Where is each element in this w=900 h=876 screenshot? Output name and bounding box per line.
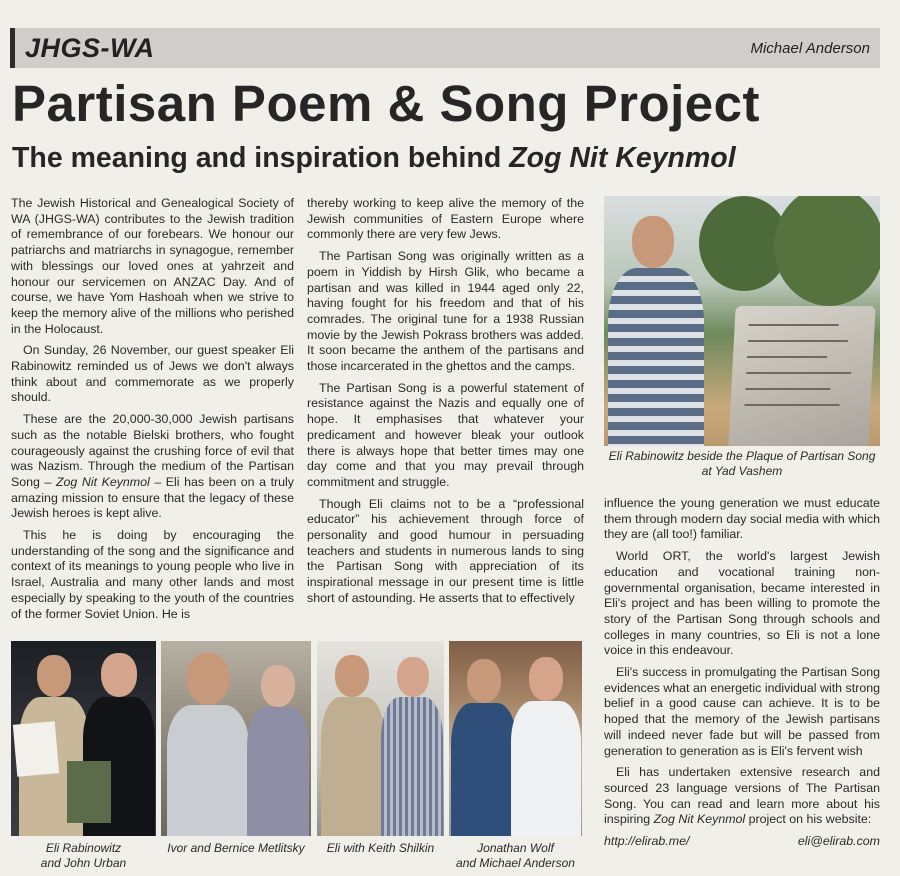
subtitle-emphasis: Zog Nit Keynmol	[509, 142, 736, 174]
paragraph: influence the young generation we must educate them through modern day social media with which they are (all too!) familiar.	[604, 496, 880, 542]
person-figure	[381, 657, 443, 836]
article-subtitle	[12, 144, 882, 173]
person-head	[529, 657, 563, 701]
plaque-stone	[728, 306, 875, 446]
person-head	[632, 216, 674, 268]
person-figure	[247, 665, 309, 836]
song-title: Zog Nit Keynmol	[653, 812, 746, 827]
paragraph: World ORT, the world's largest Jewish education and vocational training non-governmental organisation, became interested in Eli's project and has been willing to promote the story of the Partisan Song through schools and colleges in many countries, so Eli is not a lone voice in this endeavour.	[604, 549, 880, 658]
contact-line	[604, 834, 880, 850]
article-title: Partisan Poem & Song Project	[12, 75, 761, 132]
caption-line: Jonathan Wolf	[477, 841, 554, 855]
text-run: – Eli has been on a truly amazing mission to ensure that the legacy of these Jewish heroes is kept alive.	[11, 474, 294, 521]
person-shirt	[451, 703, 517, 836]
paragraph	[604, 765, 880, 828]
inscription-line	[747, 356, 827, 358]
caption-line: at Yad Vashem	[701, 464, 783, 478]
photo-caption: Eli with Keith Shilkin	[326, 841, 435, 855]
paragraph: Though Eli claims not to be a “professional educator” his achievement through force of personality and good humour in persuading teachers and students in numerous lands to sing the Partisan Song with appreciation of its inspirational message in our present time is little short of astounding. He asserts that to effectively	[307, 496, 584, 605]
certificate	[13, 721, 59, 776]
photo-eli-and-john	[11, 641, 156, 836]
person-shirt	[321, 697, 385, 836]
photo-caption: Ivor and Bernice Metlitsky	[167, 841, 305, 855]
person-shirt	[511, 701, 581, 836]
caption-line: and Michael Anderson	[456, 856, 575, 870]
person-shirt	[167, 705, 249, 836]
paragraph: This he is doing by encouraging the understanding of the song and the significance and context of its meanings to young people who live in Israel, Australia and many other lands and most especially by speaking to the youth of the countries of the former Soviet Union. He is	[11, 528, 294, 621]
person-figure	[511, 657, 581, 836]
person-shirt	[381, 697, 443, 836]
person-head	[187, 653, 229, 705]
person-shirt	[247, 707, 309, 836]
author-name: Michael Anderson	[750, 39, 870, 57]
person-head	[335, 655, 369, 697]
text-run: These are the 20,000-30,000 Jewish partisans such as the notable Bielski brothers, who fought courageously against the crushing force of evil that was Nazism. Through the medium of the Partisan Song –	[11, 412, 294, 489]
person-figure	[451, 659, 517, 836]
caption-line: Eli Rabinowitz	[45, 841, 122, 855]
inscription-line	[748, 340, 848, 342]
text-column-3	[604, 496, 880, 850]
photo-caption	[11, 841, 156, 871]
caption-line: and John Urban	[40, 856, 127, 870]
paragraph: Eli's success in promulgating the Partisan Song evidences what an energetic individual with strong belief in a good cause can achieve. It is to be hoped that the memory of the Jewish partisans will indeed never fade but will be passed from generation to generation as is Eli's fervent wish	[604, 665, 880, 758]
section-tag: JHGS-WA	[25, 32, 155, 63]
inscription-line	[745, 388, 830, 390]
photo-eli-and-keith	[317, 641, 444, 836]
text-column-2	[307, 196, 584, 607]
person-figure	[321, 655, 385, 836]
subtitle-prefix: The meaning and inspiration behind	[12, 142, 510, 174]
section-header-bar	[10, 28, 880, 68]
person-figure	[167, 653, 249, 836]
email-link[interactable]: eli@elirab.com	[797, 834, 880, 849]
main-photo-caption	[604, 449, 880, 479]
photo-plaque-yad-vashem	[604, 196, 880, 446]
paragraph: On Sunday, 26 November, our guest speaker Eli Rabinowitz reminded us of Jews we don't always think about and commemorate as we properly should.	[11, 343, 294, 405]
text-column-1	[11, 196, 294, 622]
person-head	[467, 659, 501, 703]
inscription-line	[746, 372, 851, 374]
person-shirt	[608, 268, 704, 446]
photo-jonathan-and-michael	[449, 641, 582, 836]
song-title: Zog Nit Keynmol	[55, 474, 150, 489]
text-run: Eli has undertaken extensive research and sourced 23 language versions of The Partisan Song. You can read and learn more about his inspiring	[604, 765, 880, 827]
paragraph: thereby working to keep alive the memory of the Jewish communities of Eastern Europe where commonly there are very few Jews.	[307, 196, 584, 242]
photo-ivor-and-bernice	[161, 641, 311, 836]
person-head	[101, 653, 137, 697]
person-figure	[604, 216, 714, 446]
inscription-line	[749, 324, 839, 326]
paragraph: The Partisan Song was originally written as a poem in Yiddish by Hirsh Glik, who became a partisan and was killed in 1944 aged only 22, having fought for his freedom and that of his comrades. The original tune for a 1938 Russian movie by the Jewish Pokrass brothers was added. It soon became the anthem of the partisans and those incarcerated in the ghettos and the camps.	[307, 249, 584, 374]
paragraph: The Partisan Song is a powerful statement of resistance against the Nazis and equally one of hope. It emphasises that whatever your predicament and however bleak your outlook there is always hope that better times may one day come and that you may prevail through commitment and struggle.	[307, 380, 584, 489]
person-head	[261, 665, 295, 707]
inscription-line	[744, 404, 839, 406]
person-head	[397, 657, 429, 697]
photo-caption	[449, 841, 582, 871]
tree-shape	[774, 196, 880, 306]
paragraph	[11, 412, 294, 522]
person-head	[37, 655, 71, 697]
text-run: project on his website:	[745, 812, 872, 827]
website-link[interactable]: http://elirab.me/	[604, 834, 690, 849]
paragraph: The Jewish Historical and Genealogical Society of WA (JHGS-WA) contributes to the Jewish tradition of remembrance of our forebears. We honour our patriarchs and matriarchs in synagogue, remember with blessings our loved ones at yahrzeit and honour our servicemen on ANZAC Day. And of course, we have Yom Hashoah when we strive to keep the memory alive of the millions who perished in the Holocaust.	[11, 196, 294, 336]
caption-line: Eli Rabinowitz beside the Plaque of Partisan Song	[608, 449, 876, 463]
book	[67, 761, 111, 823]
